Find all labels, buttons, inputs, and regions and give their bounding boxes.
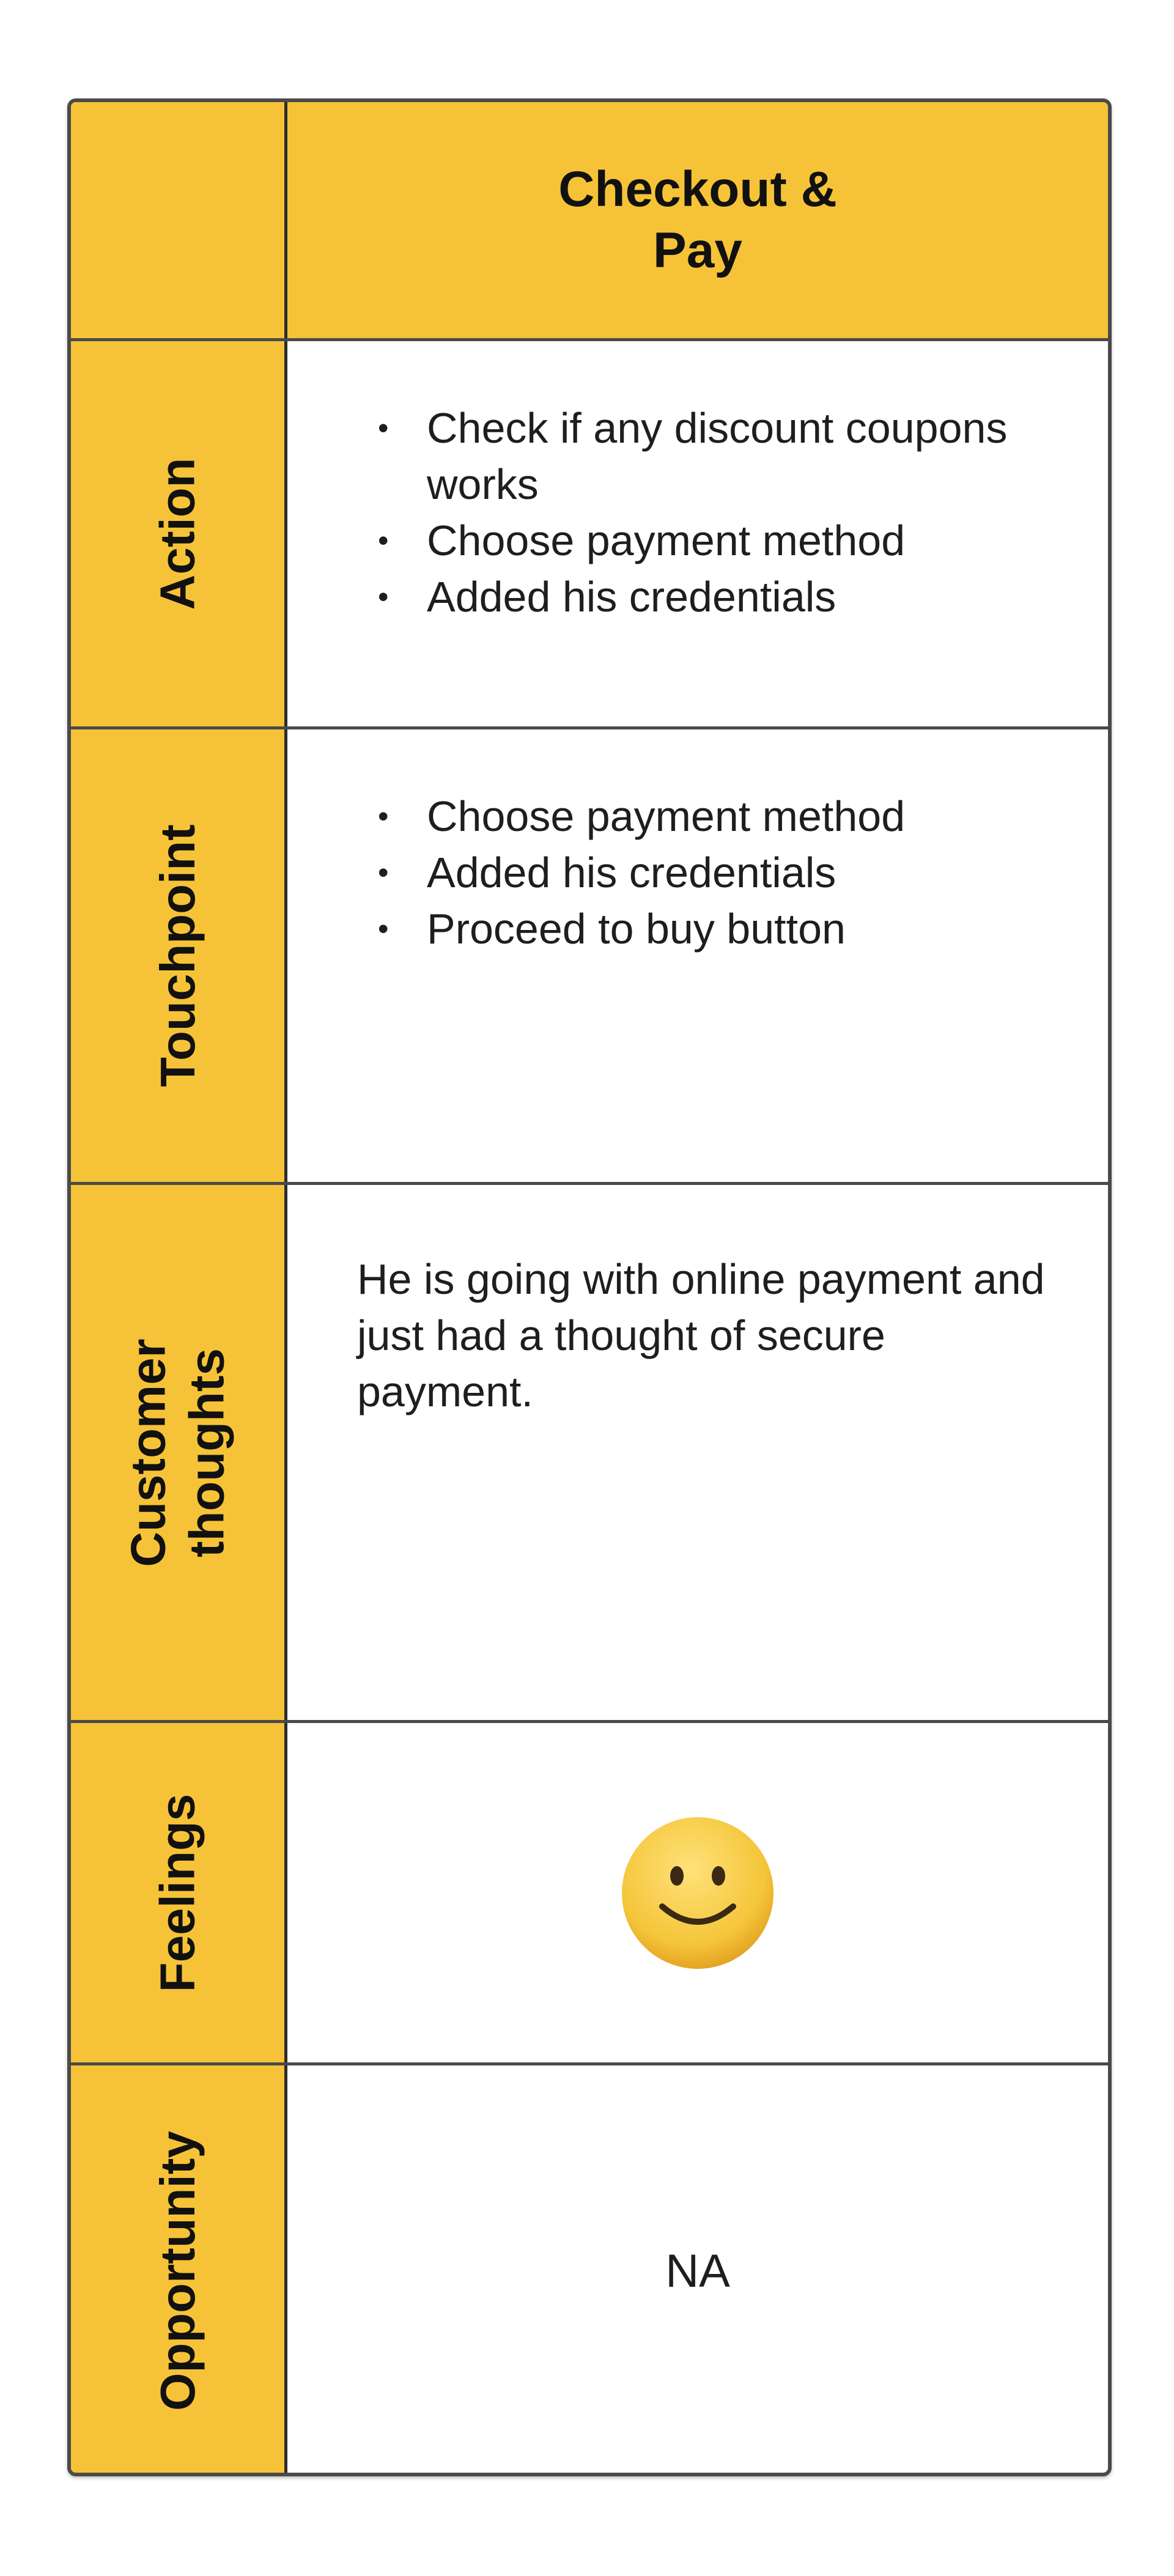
customer-thought-text: He is going with online payment and just had a thought of secure payment. [357, 1255, 1045, 1415]
row-content-action [287, 341, 1108, 726]
journey-map-table [67, 98, 1112, 2476]
row-content-customer-thoughts [287, 1185, 1108, 1720]
stage-header-cell [287, 102, 1108, 338]
stage-title-line2: Pay [653, 223, 742, 278]
stage-title [526, 159, 869, 281]
row-opportunity [71, 2065, 1108, 2476]
row-label-cell-customer-thoughts [71, 1185, 287, 1720]
row-action [71, 341, 1108, 726]
row-label-opportunity: Opportunity [150, 2131, 205, 2411]
row-content-touchpoint [287, 729, 1108, 1182]
row-label-customer-thoughts [119, 1338, 237, 1567]
list-item: • Choose payment method [378, 788, 1050, 844]
row-label-cell-action [71, 341, 287, 726]
row-feelings [71, 1723, 1108, 2062]
row-label-line1: Customer [120, 1338, 175, 1567]
list-item: • Check if any discount coupons works [378, 400, 1050, 512]
row-customer-thoughts [71, 1185, 1108, 1720]
list-item: • Added his credentials [378, 844, 1050, 901]
row-label-cell-feelings [71, 1723, 287, 2062]
header-row [71, 102, 1108, 338]
list-item: • Choose payment method [378, 512, 1050, 569]
corner-cell [71, 102, 287, 338]
touchpoint-bullet-list [378, 788, 1050, 957]
row-content-feelings [287, 1723, 1108, 2062]
feeling-indicator [287, 1723, 1108, 2062]
row-label-line2: thoughts [179, 1348, 234, 1557]
row-label-touchpoint: Touchpoint [150, 824, 205, 1087]
row-label-cell-touchpoint [71, 729, 287, 1182]
row-label-feelings: Feelings [150, 1793, 205, 1992]
row-content-opportunity [287, 2065, 1108, 2476]
smiley-face-icon [619, 1815, 776, 1971]
action-bullet-list [378, 400, 1050, 625]
row-label-cell-opportunity [71, 2065, 287, 2476]
list-item: • Added his credentials [378, 569, 1050, 625]
list-item: • Proceed to buy button [378, 901, 1050, 957]
stage-title-line1: Checkout & [558, 161, 837, 217]
row-touchpoint [71, 729, 1108, 1182]
opportunity-text: NA [665, 2245, 730, 2297]
row-label-action: Action [150, 457, 205, 610]
